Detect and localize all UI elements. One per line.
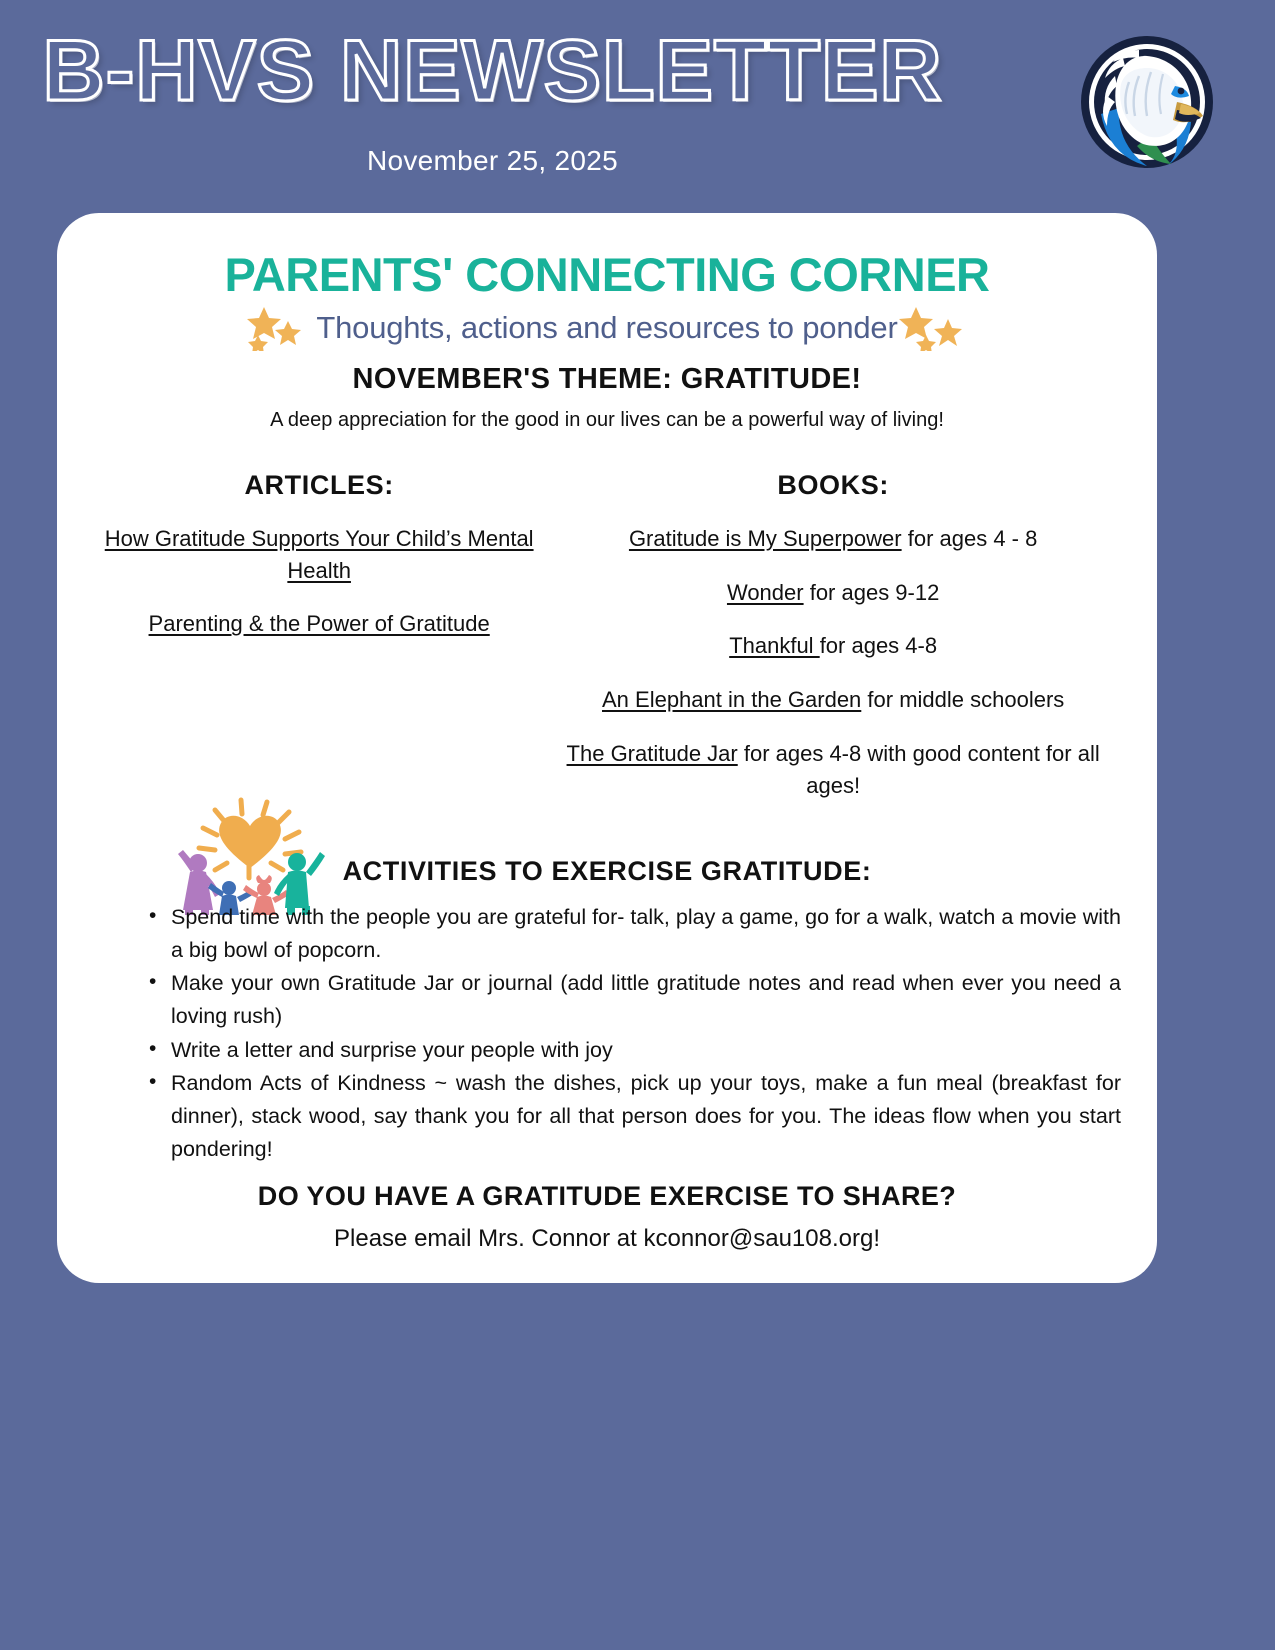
book-title-link[interactable]: Gratitude is My Superpower	[628, 525, 902, 551]
issue-date: November 25, 2025	[366, 145, 619, 176]
activities-heading: ACTIVITIES TO EXERCISE GRATITUDE:	[342, 856, 872, 887]
activities-list	[93, 901, 1121, 1165]
share-heading: DO YOU HAVE A GRATITUDE EXERCISE TO SHARE?	[257, 1181, 957, 1212]
article-link-label[interactable]: Parenting & the Power of Gratitude	[148, 611, 490, 637]
book-list-item[interactable]	[545, 630, 1121, 662]
list-item: • Random Acts of Kindness ~ wash the dishes, pick up your toys, make a fun meal (breakfast for dinner), stack wood, say thank you for all that person does for you. The ideas flow when you start pondering!	[149, 1067, 1121, 1165]
article-link-item[interactable]	[93, 608, 545, 640]
books-heading: BOOKS:	[777, 469, 889, 500]
articles-heading: ARTICLES:	[244, 469, 394, 500]
contact-email-line[interactable]: Please email Mrs. Connor at kconnor@sau108.org!	[334, 1225, 880, 1253]
resources-columns	[93, 470, 1121, 802]
article-link-item[interactable]	[93, 523, 545, 587]
list-item: • Write a letter and surprise your people with joy	[149, 1034, 1121, 1067]
list-item: • Spend time with the people you are grateful for- talk, play a game, go for a walk, watch a movie with a big bowl of popcorn.	[149, 901, 1121, 966]
articles-column	[93, 470, 545, 802]
subtitle-row	[93, 305, 1121, 351]
theme-heading: NOVEMBER'S THEME: GRATITUDE!	[352, 362, 862, 395]
book-list-item[interactable]	[545, 684, 1121, 716]
books-column	[545, 470, 1121, 802]
article-link-label[interactable]: How Gratitude Supports Your Child’s Mental Health	[104, 525, 534, 583]
book-age-note: for ages 4-8 with good content for all ages!	[737, 741, 1100, 799]
book-age-note: for ages 4 - 8	[901, 525, 1038, 551]
eagle-mascot-logo	[1077, 22, 1217, 182]
book-age-note: for middle schoolers	[861, 687, 1065, 713]
book-age-note: for ages 4-8	[819, 633, 938, 659]
parents-connecting-corner-title: PARENTS' CONNECTING CORNER	[224, 248, 990, 301]
book-title-link[interactable]: The Gratitude Jar	[566, 741, 738, 767]
newsletter-card	[57, 213, 1157, 1283]
book-title-link[interactable]: An Elephant in the Garden	[602, 687, 862, 713]
book-list-item[interactable]	[545, 523, 1121, 555]
activities-section	[93, 812, 1121, 1165]
theme-description: A deep appreciation for the good in our lives can be a powerful way of living!	[270, 408, 944, 431]
book-age-note: for ages 9-12	[803, 579, 940, 605]
book-list-item[interactable]	[545, 577, 1121, 609]
newsletter-header	[0, 0, 1275, 205]
list-item: • Make your own Gratitude Jar or journal (add little gratitude notes and read when ever you need a loving rush)	[149, 967, 1121, 1032]
subtitle-text: Thoughts, actions and resources to ponder	[316, 309, 898, 345]
book-title-link[interactable]: Thankful	[729, 633, 820, 659]
page-title: B-HVS NEWSLETTER	[42, 23, 943, 119]
book-title-link[interactable]: Wonder	[726, 579, 804, 605]
stars-icon-left	[242, 305, 320, 351]
stars-icon-right	[894, 305, 972, 351]
book-list-item[interactable]	[545, 738, 1121, 802]
family-with-heart-illustration	[163, 790, 328, 915]
